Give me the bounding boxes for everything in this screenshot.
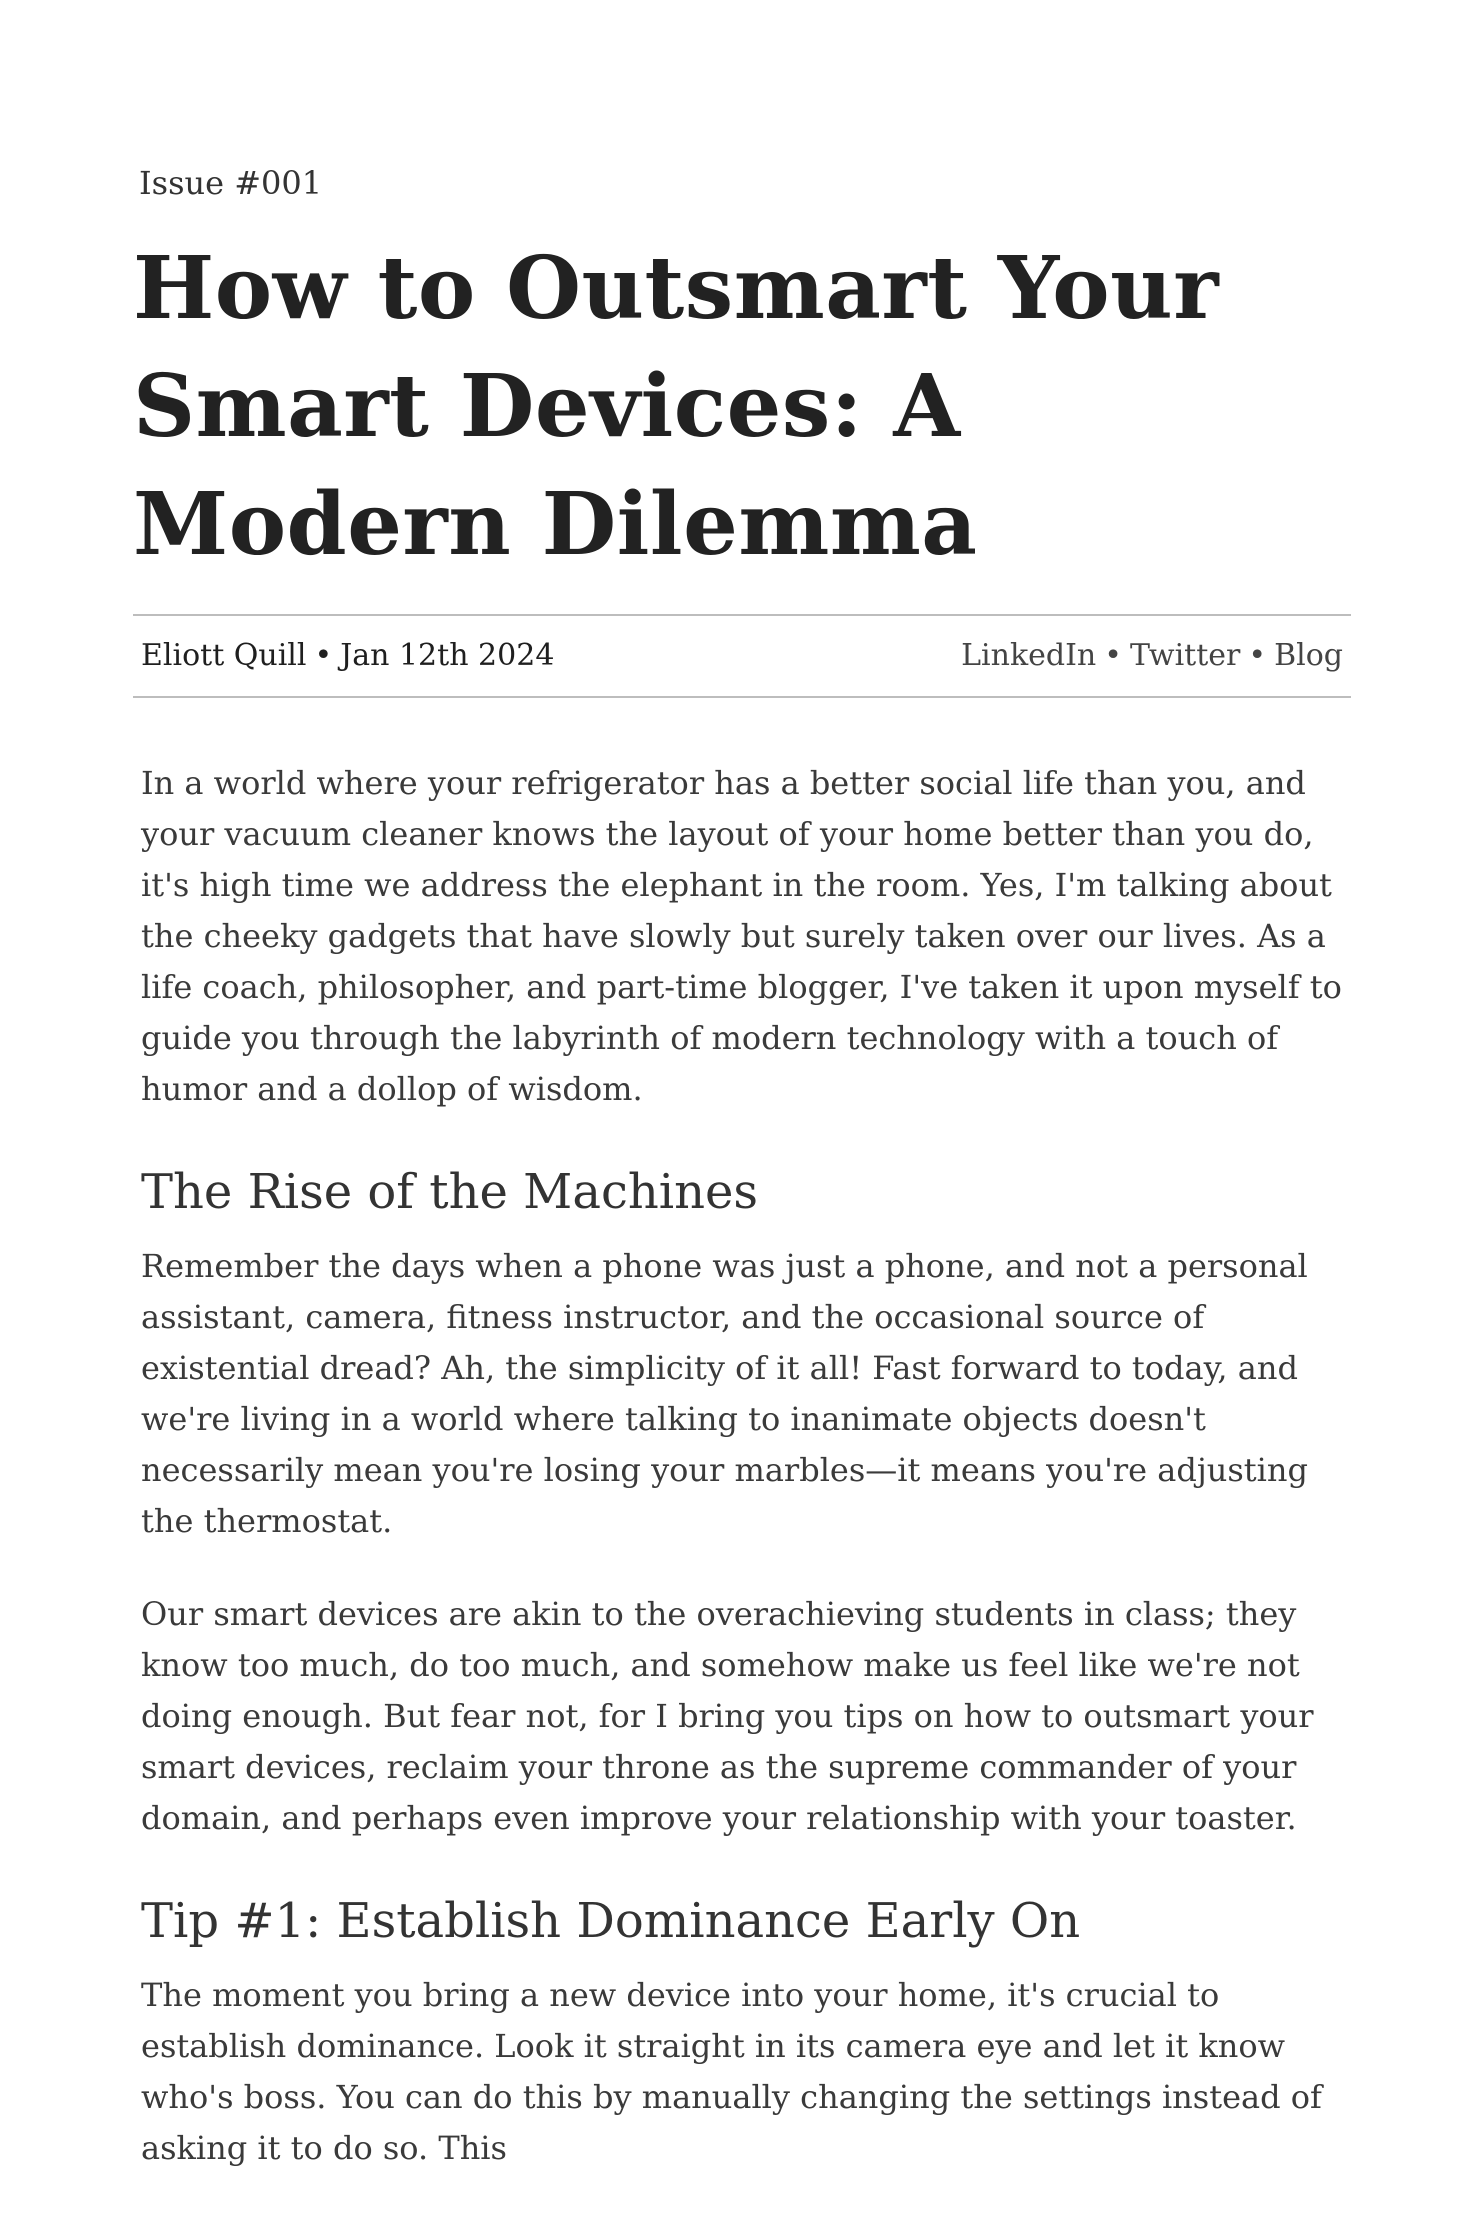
- bullet-separator: •: [314, 638, 333, 673]
- article-title: How to Outsmart Your Smart Devices: A Modern Dilemma: [133, 238, 1220, 575]
- social-links: [961, 634, 1343, 678]
- intro-paragraph: In a world where your refrigerator has a better social life than you, and your vacuum cleaner knows the layout of your home better than you do, it's high time we address the elephant in the room. Yes, I'm talking about the cheeky gadgets that have slowly but surely taken over our lives. As a life coach, philosopher, and part-time blogger, I've taken it upon myself to guide you through the labyrinth of modern technology with a touch of humor and a dollop of wisdom.: [141, 764, 1342, 1108]
- article-body: [141, 758, 1353, 2216]
- section-paragraph: The moment you bring a new device into your home, it's crucial to establish dominance. Look it straight in its camera eye and let it know who's boss. You can do this by manually changing the settings instead of asking it to do so. This: [141, 1976, 1322, 2167]
- bullet-separator: •: [1104, 638, 1122, 673]
- section-heading: The Rise of the Machines: [141, 1164, 759, 1220]
- byline-bar: [133, 614, 1351, 698]
- twitter-link[interactable]: Twitter: [1129, 638, 1241, 673]
- linkedin-link[interactable]: LinkedIn: [961, 638, 1097, 673]
- section-heading: Tip #1: Establish Dominance Early On: [141, 1893, 1081, 1949]
- section-paragraph: Remember the days when a phone was just a phone, and not a personal assistant, camera, fitness instructor, and the occasional source of existential dread? Ah, the simplicity of it all! Fast forward to today, and we're living in a world where talking to inanimate objects doesn't necessarily mean you're losing your marbles—it means you're adjusting the thermostat.: [141, 1247, 1308, 1540]
- author-name: Eliott Quill: [141, 638, 307, 673]
- bullet-separator: •: [1248, 638, 1267, 673]
- blog-link[interactable]: Blog: [1274, 638, 1343, 673]
- issue-label: Issue #001: [139, 164, 323, 202]
- section-paragraph: Our smart devices are akin to the overachieving students in class; they know too much, do too much, and somehow make us feel like we're not doing enough. But fear not, for I bring you tips on how to outsmart your smart devices, reclaim your throne as the supreme commander of your domain, and perhaps even improve your relationship with your toaster.: [141, 1595, 1314, 1837]
- publish-date: Jan 12th 2024: [340, 638, 555, 673]
- byline: [141, 634, 554, 678]
